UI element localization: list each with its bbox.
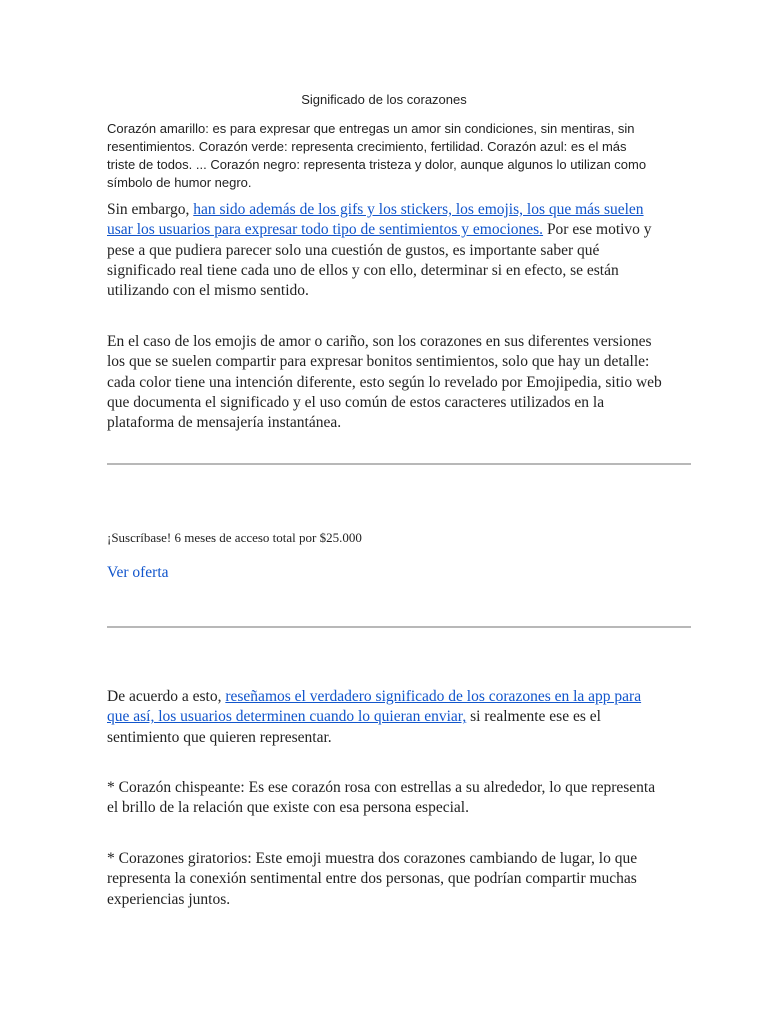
paragraph-text: si realmente ese es el sentimiento que quieren representar. xyxy=(107,708,601,746)
paragraph-text: De acuerdo a esto, xyxy=(107,688,226,705)
summary-paragraph: Corazón amarillo: es para expresar que entregas un amor sin condiciones, sin mentiras, sin resentimientos. Corazón verde: representa crecimiento, fertilidad. Corazón azul: es el más triste de todos. ... Corazón negro: representa tristeza y dolor, aunque algunos lo utilizan como símbolo de humor negro. xyxy=(107,121,647,190)
hearts-meaning-link[interactable]: reseñamos el verdadero significado de los corazones en la app para que así, los usuarios determinen cuando lo quieran enviar, xyxy=(107,688,642,726)
view-offer-link[interactable]: Ver oferta xyxy=(107,564,169,581)
divider xyxy=(107,463,691,465)
divider xyxy=(107,626,691,628)
paragraph-corazon-chispeante: * Corazón chispeante: Es ese corazón rosa con estrellas a su alrededor, lo que representa el brillo de la relación que existe con esa persona especial. xyxy=(107,779,656,817)
subscribe-promo-text: ¡Suscríbase! 6 meses de acceso total por $25.000 xyxy=(107,530,362,545)
paragraph-sin-embargo xyxy=(107,200,667,301)
emojis-article-link[interactable]: han sido además de los gifs y los stickers, los emojis, los que más suelen usar los usuarios para expresar todo tipo de sentimientos y emociones. xyxy=(107,201,644,239)
paragraph-de-acuerdo xyxy=(107,687,667,748)
paragraph-corazones-giratorios: * Corazones giratorios: Este emoji muestra dos corazones cambiando de lugar, lo que representa la conexión sentimental entre dos personas, que podrían compartir muchas experiencias juntos. xyxy=(107,850,638,908)
paragraph-text: Sin embargo, xyxy=(107,201,194,218)
paragraph-en-el-caso: En el caso de los emojis de amor o cariño, son los corazones en sus diferentes versiones los que se suelen compartir para expresar bonitos sentimientos, solo que hay un detalle: cada color tiene una intención diferente, esto según lo revelado por Emojipedia, sitio web que documenta el significado y el uso común de estos caracteres utilizados en la plataforma de mensajería instantánea. xyxy=(107,333,662,432)
paragraph-text: Por ese motivo y pese a que pudiera parecer solo una cuestión de gustos, es importante saber qué significado real tiene cada uno de ellos y con ello, determinar si en efecto, se están utilizando con el mismo sentido. xyxy=(107,221,652,300)
document-title: Significado de los corazones xyxy=(301,92,467,107)
